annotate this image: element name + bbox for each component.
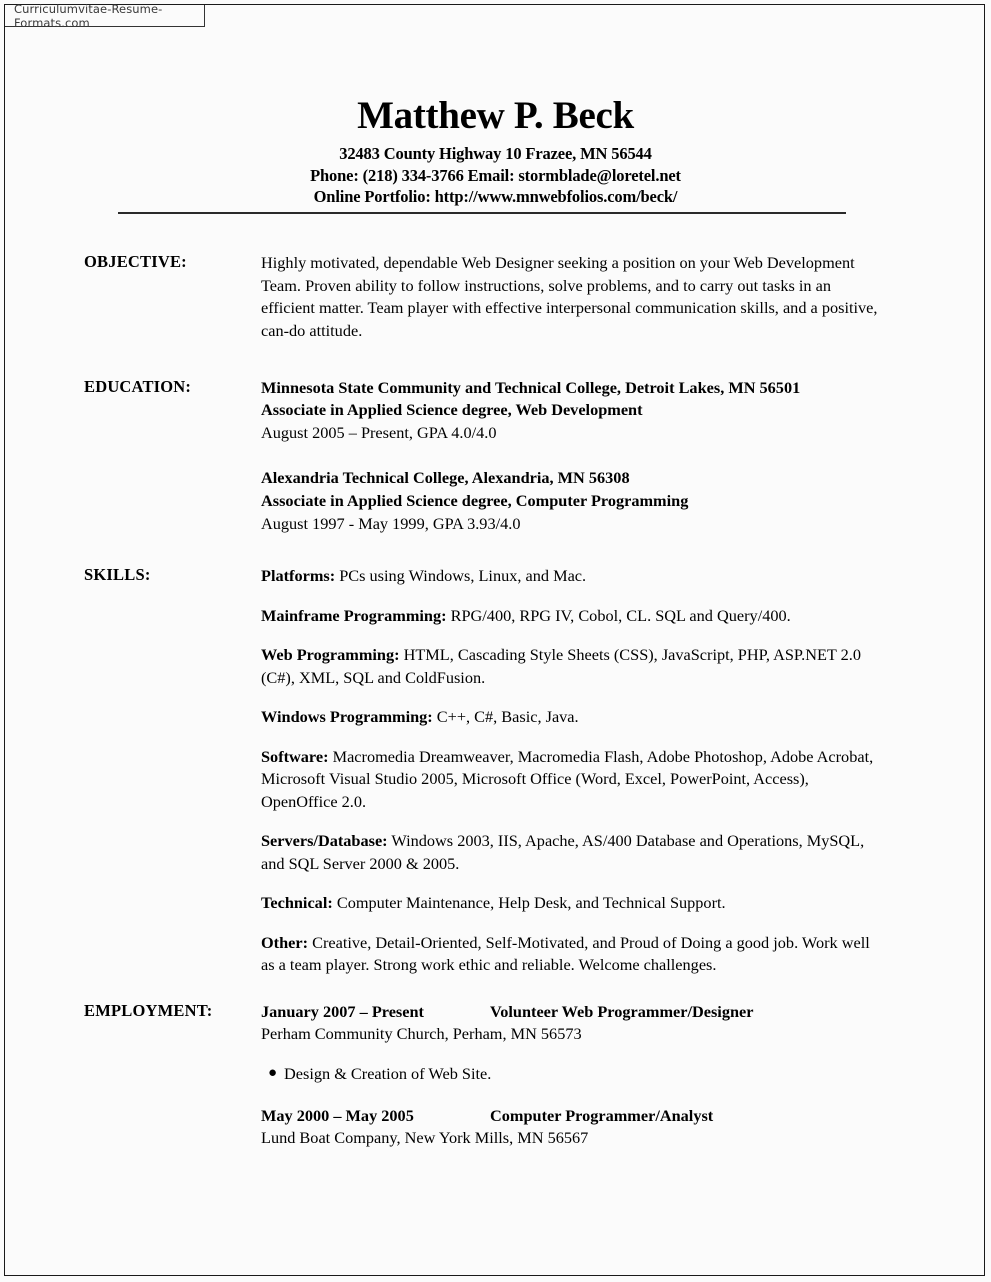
- employment-company: Lund Boat Company, New York Mills, MN 56567: [261, 1128, 589, 1148]
- education-body: [261, 377, 881, 536]
- skill-title: Web Programming:: [261, 645, 400, 665]
- skill-title: Technical:: [261, 893, 333, 913]
- employment-bullet: [261, 1063, 881, 1086]
- header-divider: [118, 212, 846, 214]
- section-employment: [0, 1001, 991, 1150]
- skill-text: Macromedia Dreamweaver, Macromedia Flash, Adobe Photoshop, Adobe Acrobat, Microsoft Visual Studio 2005, Microsoft Office (Word, Excel, PowerPoint, Access), OpenOffice 2.0.: [261, 746, 874, 811]
- employment-title: Computer Programmer/Analyst: [490, 1105, 714, 1125]
- objective-text: Highly motivated, dependable Web Designer seeking a position on your Web Development Team. Proven ability to follow instructions, solve problems, and to carry out tasks in an efficient matter. Team player with effective interpersonal communication skills, and a positive, can-do attitude.: [261, 253, 878, 340]
- skill-text: RPG/400, RPG IV, Cobol, CL. SQL and Query/400.: [446, 605, 791, 625]
- skill-title: Other:: [261, 932, 309, 952]
- skill-entry: [261, 706, 881, 728]
- skill-title: Platforms:: [261, 566, 336, 586]
- section-skills: [0, 565, 991, 976]
- section-objective: [0, 252, 991, 343]
- watermark-text: Curriculumvitae-Resume-Formats.com: [14, 1, 163, 30]
- skill-entry: [261, 746, 881, 813]
- spacer: [0, 535, 991, 565]
- skill-title: Windows Programming:: [261, 707, 433, 727]
- spacer: [261, 1086, 881, 1105]
- spacer: [0, 977, 991, 1001]
- watermark-label: [5, 1, 205, 30]
- resume-header: [0, 96, 991, 208]
- skill-title: Servers/Database:: [261, 831, 388, 851]
- skill-text: PCs using Windows, Linux, and Mac.: [335, 566, 587, 586]
- employment-dates: January 2007 – Present: [261, 1001, 424, 1021]
- employment-entry: [261, 1001, 881, 1086]
- resume-body: [0, 252, 991, 1150]
- section-label-skills: SKILLS:: [84, 565, 151, 585]
- education-school: Alexandria Technical College, Alexandria, MN 56308: [261, 468, 630, 488]
- employment-company: Perham Community Church, Perham, MN 56573: [261, 1024, 582, 1044]
- education-degree: Associate in Applied Science degree, Web Development: [261, 400, 643, 420]
- skill-entry: [261, 605, 881, 627]
- education-dates: August 2005 – Present, GPA 4.0/4.0: [261, 422, 497, 442]
- skill-text: HTML, Cascading Style Sheets (CSS), JavaScript, PHP, ASP.NET 2.0 (C#), XML, SQL and ColdFusion.: [261, 645, 862, 687]
- skill-entry: [261, 830, 881, 875]
- employment-entry: [261, 1105, 881, 1150]
- education-school: Minnesota State Community and Technical College, Detroit Lakes, MN 56501: [261, 377, 801, 397]
- candidate-phone-email: Phone: (218) 334-3766 Email: stormblade@loretel.net: [310, 165, 681, 185]
- employment-bullet-text: Design & Creation of Web Site.: [284, 1063, 492, 1083]
- skill-text: C++, C#, Basic, Java.: [432, 707, 579, 727]
- spacer: [0, 343, 991, 377]
- education-entry: [261, 467, 881, 535]
- skill-entry: [261, 932, 881, 977]
- skill-entry: [261, 565, 881, 587]
- skill-title: Mainframe Programming:: [261, 605, 447, 625]
- employment-body: [261, 1001, 881, 1150]
- skill-entry: [261, 644, 881, 689]
- skill-text: Windows 2003, IIS, Apache, AS/400 Database and Operations, MySQL, and SQL Server 2000 & 2005.: [261, 831, 865, 873]
- candidate-name: Matthew P. Beck: [357, 94, 634, 137]
- skill-title: Software:: [261, 746, 329, 766]
- section-education: [0, 377, 991, 536]
- employment-title: Volunteer Web Programmer/Designer: [490, 1001, 754, 1021]
- section-label-education: EDUCATION:: [84, 376, 192, 396]
- skills-body: [261, 565, 881, 976]
- employment-headline: [261, 1105, 881, 1128]
- education-degree: Associate in Applied Science degree, Computer Programming: [261, 491, 689, 511]
- objective-body: [261, 252, 881, 343]
- section-label-objective: OBJECTIVE:: [84, 252, 187, 271]
- skill-entry: [261, 892, 881, 914]
- candidate-portfolio: Online Portfolio: http://www.mnwebfolios.com/beck/: [313, 187, 678, 207]
- bullet-icon: ●: [268, 1064, 278, 1081]
- education-dates: August 1997 - May 1999, GPA 3.93/4.0: [261, 513, 521, 533]
- education-entry: [261, 377, 881, 445]
- skill-text: Creative, Detail-Oriented, Self-Motivated, and Proud of Doing a good job. Work well as a team player. Strong work ethic and reliable. Welcome challenges.: [261, 932, 870, 975]
- section-label-employment: EMPLOYMENT:: [84, 1000, 213, 1020]
- employment-dates: May 2000 – May 2005: [261, 1105, 414, 1125]
- employment-headline: [261, 1001, 881, 1024]
- candidate-address: 32483 County Highway 10 Frazee, MN 56544: [339, 143, 652, 163]
- skill-text: Computer Maintenance, Help Desk, and Technical Support.: [332, 893, 726, 913]
